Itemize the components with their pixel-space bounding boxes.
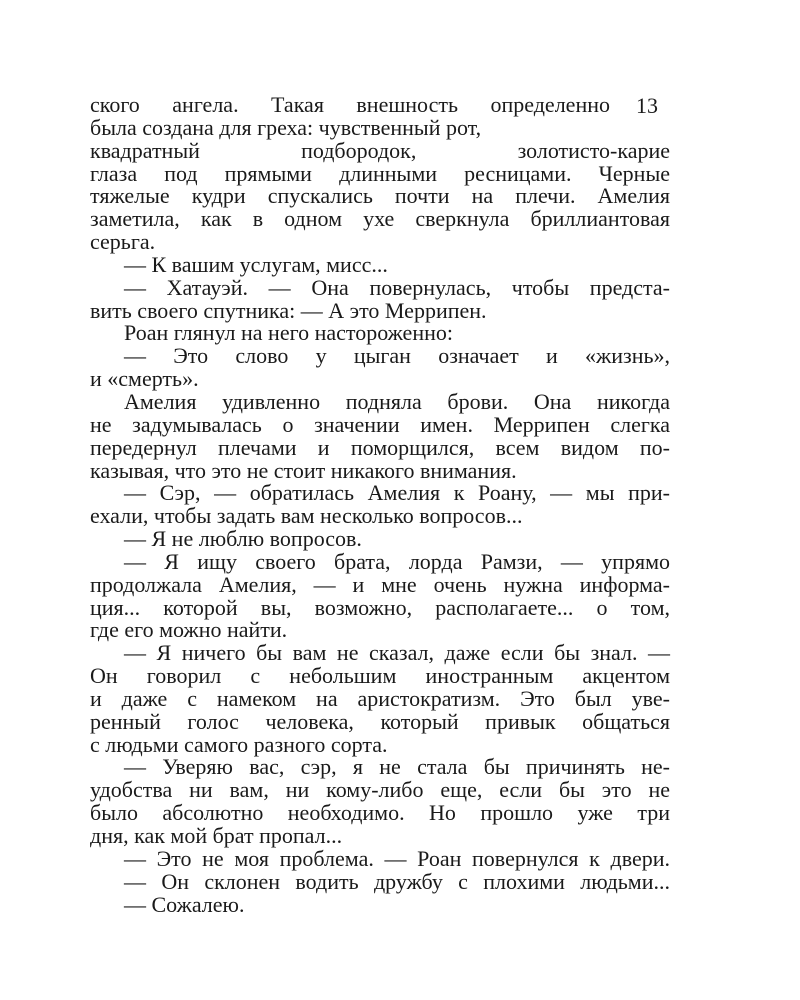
text-line: было абсолютно необходимо. Но прошло уже три (90, 800, 670, 826)
text-line: — Это не моя проблема. — Роан повернулся к двери. (124, 845, 670, 871)
text-line: с людьми самого разного сорта. (90, 731, 388, 757)
text-line: и даже с намеком на аристократизм. Это был уве- (90, 685, 670, 711)
text-line: тяжелые кудри спускались почти на плечи. Амелия (90, 183, 670, 209)
text-line: — Я не люблю вопросов. (124, 526, 362, 552)
text-line: ского ангела. Такая внешность определенно (90, 92, 610, 117)
text-line: ренный голос человека, который привык общаться (90, 708, 670, 734)
text-line: Роан глянул на него настороженно: (124, 320, 453, 346)
text-line: передернул плечами и поморщился, всем видом по- (90, 434, 670, 460)
text-line: удобства ни вам, ни кому-либо еще, если бы это не (90, 777, 670, 803)
text-line: — Уверяю вас, сэр, я не стала бы причинять не- (124, 754, 670, 780)
text-line: заметила, как в одном ухе сверкнула бриллиантовая (90, 206, 670, 232)
text-line: — Это слово у цыган означает и «жизнь», (124, 343, 670, 369)
text-line: Амелия удивленно подняла брови. Она никогда (124, 388, 670, 414)
text-line: вить своего спутника: — А это Меррипен. (90, 297, 487, 323)
text-line: серьга. (90, 229, 156, 255)
text-line: где его можно найти. (90, 617, 288, 643)
text-line: ехали, чтобы задать вам несколько вопросов... (90, 503, 523, 529)
text-line: квадратный подбородок, золотисто-карие (90, 137, 670, 163)
text-line: была создана для греха: чувственный рот, (90, 114, 482, 140)
text-line: и «смерть». (90, 366, 199, 392)
text-line: Он говорил с небольшим иностранным акцентом (90, 663, 670, 689)
text-line: не задумывалась о значении имен. Меррипен слегка (90, 411, 670, 437)
text-line: казывая, что это не стоит никакого внимания. (90, 457, 517, 483)
page-number: 13 (636, 93, 658, 118)
text-line: — Хатауэй. — Она повернулась, чтобы предста- (124, 274, 670, 300)
text-line: — Сожалею. (124, 891, 245, 917)
text-line: — К вашим услугам, мисс... (124, 251, 388, 277)
text-line: — Я ищу своего брата, лорда Рамзи, — упрямо (124, 548, 670, 574)
text-line: продолжала Амелия, — и мне очень нужна информа- (90, 571, 670, 597)
text-line: — Он склонен водить дружбу с плохими людьми... (124, 868, 670, 894)
text-line: — Я ничего бы вам не сказал, даже если бы знал. — (124, 640, 670, 666)
text-line: дня, как мой брат пропал... (90, 823, 343, 848)
text-line: — Сэр, — обратилась Амелия к Роану, — мы при- (124, 480, 670, 506)
text-line: ция... которой вы, возможно, располагаете... о том, (90, 594, 670, 620)
body-text (90, 94, 670, 916)
text-line: глаза под прямыми длинными ресницами. Черные (90, 160, 670, 186)
